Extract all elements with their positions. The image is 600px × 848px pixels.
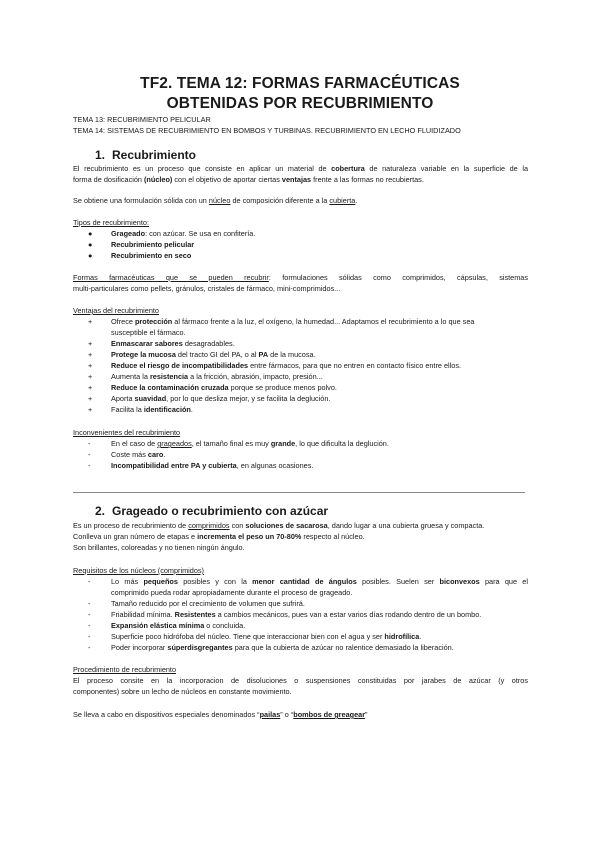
- section-number: 1.: [95, 148, 106, 162]
- text-bold: Expansión elástica mínima: [111, 621, 205, 630]
- tipos-heading: Tipos de recubrimiento:: [73, 218, 149, 227]
- text: , dando lugar a una cubierta gruesa y compacta.: [327, 521, 485, 530]
- text-bold: ventajas: [281, 175, 312, 184]
- text-bold: súperdisgregantes: [167, 643, 233, 652]
- text: posibles. Suelen ser: [356, 577, 440, 586]
- text: , en algunas ocasiones.: [236, 461, 314, 470]
- text-bold: biconvexos: [439, 577, 480, 586]
- text-bold: identificación: [143, 405, 191, 414]
- plus-icon: +: [88, 317, 93, 326]
- text: a cambios mecánicos, pues van a estar varios días rodando dentro de un bombo.: [215, 610, 482, 619]
- paragraph-solid: [73, 196, 528, 207]
- text: Friabilidad mínima.: [111, 610, 175, 619]
- text-underline: cubierta: [329, 196, 356, 205]
- text-underline: Formas farmacéuticas que se pueden recubrir: [73, 273, 269, 282]
- text-bold: Protege la mucosa: [111, 350, 176, 359]
- text-bold: Enmascarar sabores: [111, 339, 183, 348]
- text-bold: soluciones de sacarosa: [245, 521, 328, 530]
- text: .: [355, 196, 358, 205]
- dash-icon: -: [88, 461, 91, 470]
- ventajas-heading: Ventajas del recubrimiento: [73, 306, 159, 315]
- text-bold: Resistentes: [174, 610, 216, 619]
- text-bold-underline: bombos de greagear: [293, 710, 366, 719]
- text: susceptible el fármaco.: [111, 327, 186, 337]
- text-bold: protección: [134, 317, 173, 326]
- text: posibles y con la: [177, 577, 253, 586]
- plus-icon: +: [88, 350, 93, 359]
- text: Poder incorporar: [111, 643, 168, 652]
- text-bold: hidrofílica: [384, 632, 420, 641]
- text: En el caso de: [111, 439, 158, 448]
- text-bold: pequeños: [143, 577, 178, 586]
- text: de composición diferente a la: [230, 196, 330, 205]
- section-title: Grageado o recubrimiento con azúcar: [112, 504, 329, 518]
- procedimiento-heading: Procedimiento de recubrimiento: [73, 665, 177, 674]
- plus-icon: +: [88, 405, 93, 414]
- bullet-icon: ●: [88, 251, 93, 260]
- text: del tracto GI del PA, o al: [175, 350, 259, 359]
- text-bold: Recubrimiento en seco: [111, 251, 192, 260]
- paragraph-formas-cont: multi-particulares como pellets, gránulos, cristales de fármaco, mini-comprimidos...: [73, 284, 341, 293]
- text: ”: [365, 710, 368, 719]
- text: : con azúcar. Se usa en confitería.: [145, 229, 256, 238]
- text: forma de dosificación: [73, 175, 144, 184]
- section-heading-1: [95, 148, 196, 162]
- page-subtitle: OBTENIDAS POR RECUBRIMIENTO: [166, 95, 434, 112]
- text: El recubrimiento es un proceso que consiste en aplicar un material de: [73, 164, 332, 173]
- text-bold: Grageado: [111, 229, 146, 238]
- text: para que la cubierta de azúcar no ralentice demasiado la liberación.: [232, 643, 454, 652]
- text-bold: Recubrimiento pelicular: [111, 240, 195, 249]
- dash-icon: -: [88, 439, 91, 448]
- bullet-icon: ●: [88, 240, 93, 249]
- text-bold: grande: [270, 439, 296, 448]
- section-title: Recubrimiento: [112, 148, 197, 162]
- text: , por lo que desliza mejor, y se facilita la deglución.: [166, 394, 331, 403]
- text-bold: (núcleo): [143, 175, 173, 184]
- text: Superficie poco hidrófoba del núcleo. Tiene que interaccionar bien con el agua y ser: [111, 632, 385, 641]
- text-bold-underline: pailas: [259, 710, 281, 719]
- text-underline: grageados: [157, 439, 192, 448]
- text-bold: menor cantidad de ángulos: [252, 577, 357, 586]
- text: , lo que dificulta la deglución.: [295, 439, 389, 448]
- text: , el tamaño final es muy: [191, 439, 271, 448]
- inconvenientes-heading: Inconvenientes del recubrimiento: [73, 428, 181, 437]
- paragraph-grageado-cont: [73, 532, 528, 543]
- plus-icon: +: [88, 361, 93, 370]
- paragraph-grageado: [73, 521, 528, 532]
- text: desagradables.: [182, 339, 235, 348]
- text: al fármaco frente a la luz, el oxígeno, la humedad... Adaptamos el recubrimiento a lo que sea: [172, 317, 475, 326]
- text: Ofrece: [111, 317, 135, 326]
- text: de la mucosa.: [268, 350, 316, 359]
- text: .: [419, 632, 422, 641]
- paragraph-formas: [73, 273, 528, 284]
- text: Conlleva un gran número de etapas e: [73, 532, 198, 541]
- text: Coste más: [111, 450, 148, 459]
- text-bold: suavidad: [134, 394, 167, 403]
- text: o concluida.: [204, 621, 246, 630]
- text: a la fricción, abrasión, impacto, presión...: [188, 372, 323, 381]
- section-heading-2: [95, 504, 328, 518]
- plus-icon: +: [88, 383, 93, 392]
- dash-icon: -: [88, 610, 91, 619]
- meta-line-2: TEMA 14: SISTEMAS DE RECUBRIMIENTO EN BOMBOS Y TURBINAS. RECUBRIMIENTO EN LECHO FLUIDIZADO: [73, 126, 461, 135]
- meta-line-1: TEMA 13: RECUBRIMIENTO PELICULAR: [73, 115, 211, 124]
- paragraph-procedimiento: El proceso consite en la incorporacion de disoluciones o suspensiones constituidas por jarabes de azúcar (y otros: [73, 676, 528, 685]
- dash-icon: -: [88, 621, 91, 630]
- text: frente a las formas no recubiertas.: [311, 175, 424, 184]
- dash-icon: -: [88, 599, 91, 608]
- text: comprimido pueda rodar apropiadamente durante el proceso de grageado.: [111, 587, 353, 597]
- plus-icon: +: [88, 372, 93, 381]
- text-bold: Incompatibilidad entre PA y cubierta: [111, 461, 237, 470]
- text: con: [229, 521, 246, 530]
- plus-icon: +: [88, 339, 93, 348]
- dash-icon: -: [88, 577, 91, 586]
- text: ” o “: [280, 710, 294, 719]
- horizontal-divider: [73, 492, 525, 493]
- text: Se lleva a cabo en dispositivos especiales denominados “: [73, 710, 260, 719]
- text: Aumenta la: [111, 372, 150, 381]
- paragraph-pailas: [73, 710, 528, 721]
- text: .: [190, 405, 193, 414]
- text-bold: cobertura: [331, 164, 365, 173]
- paragraph-procedimiento-cont: componentes) sobre un lecho de núcleos en constante movimiento.: [73, 687, 292, 696]
- dash-icon: -: [88, 643, 91, 652]
- text: porque se produce menos polvo.: [228, 383, 337, 392]
- text: entre fármacos, para que no entren en contacto físico entre ellos.: [248, 361, 462, 370]
- text: Aporta: [111, 394, 135, 403]
- text: Lo más: [111, 577, 144, 586]
- text: : formulaciones sólidas como comprimidos, cápsulas, sistemas: [268, 273, 528, 282]
- plus-icon: +: [88, 394, 93, 403]
- text-bold: resistencia: [149, 372, 189, 381]
- text: Es un proceso de recubrimiento de: [73, 521, 189, 530]
- bullet-icon: ●: [88, 229, 93, 238]
- text: de naturaleza variable en la superficie de la: [364, 164, 528, 173]
- text: para que el: [479, 577, 528, 586]
- requisitos-heading: Requisitos de los núcleos (comprimidos): [73, 566, 204, 575]
- text-bold: caro: [147, 450, 164, 459]
- text-bold: Reduce la contaminación cruzada: [111, 383, 229, 392]
- text: .: [163, 450, 166, 459]
- text-bold: PA: [258, 350, 269, 359]
- text: Tamaño reducido por el crecimiento de volumen que sufrirá.: [111, 599, 305, 608]
- text: Facilita la: [111, 405, 144, 414]
- paragraph-grageado-cont-2: Son brillantes, coloreadas y no tienen ningún ángulo.: [73, 543, 245, 552]
- text: respecto al núcleo.: [301, 532, 365, 541]
- section-number: 2.: [95, 504, 106, 518]
- text-underline: comprimidos: [188, 521, 230, 530]
- dash-icon: -: [88, 632, 91, 641]
- dash-icon: -: [88, 450, 91, 459]
- page-title: TF2. TEMA 12: FORMAS FARMACÉUTICAS: [140, 75, 460, 92]
- text: con el objetivo de aportar ciertas: [172, 175, 282, 184]
- text-bold: incrementa el peso un 70-80%: [197, 532, 302, 541]
- paragraph-intro: [73, 164, 528, 175]
- text: Se obtiene una formulación sólida con un: [73, 196, 209, 205]
- paragraph-intro-cont: [73, 175, 528, 186]
- text-underline: núcleo: [208, 196, 231, 205]
- text-bold: Reduce el riesgo de incompatibilidades: [111, 361, 249, 370]
